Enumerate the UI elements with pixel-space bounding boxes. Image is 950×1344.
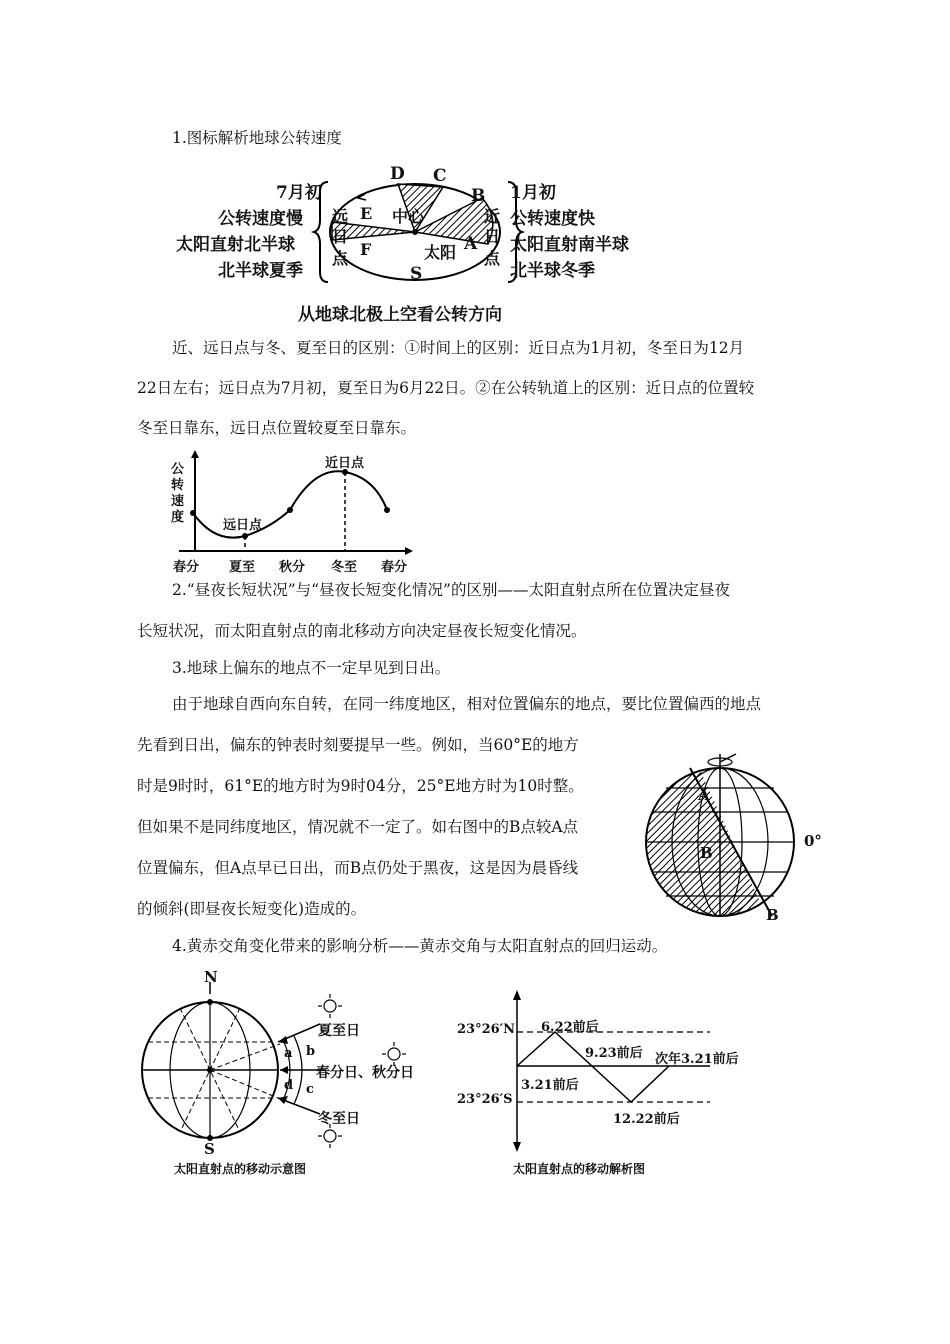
label-923: 9.23前后 [585, 1046, 643, 1061]
high-point-label: 近日点 [325, 456, 365, 471]
letter-s: S [410, 264, 423, 284]
ylabel-4: 度 [171, 510, 185, 525]
x-tick-2: 夏至 [229, 560, 256, 575]
speed-chart [165, 448, 425, 576]
x-tick-5: 春分 [381, 560, 408, 575]
low-point-label: 远日点 [223, 518, 263, 533]
left-brace [314, 182, 328, 282]
orbit-right-line-3: 太阳直射南半球 [510, 235, 629, 255]
label-n-lat: 23°26′N [457, 1022, 515, 1037]
orbit-diagram [170, 160, 660, 325]
p3-line-2: 时是9时时，61°E的地方时为9时04分，25°E地方时为10时整。 [137, 777, 584, 795]
p3-heading: 3.地球上偏东的地点不一定早见到日出。 [172, 659, 451, 677]
far-label-3: 点 [332, 249, 349, 268]
p3-line-1: 先看到日出，偏东的钟表时刻要提早一些。例如，当60°E的地方 [137, 736, 579, 754]
far-label-2: 日 [332, 227, 349, 246]
letter-e: E [360, 204, 373, 223]
far-label-1: 远 [332, 207, 349, 226]
near-label-1: 近 [484, 207, 501, 226]
p4-heading: 4.黄赤交角变化带来的影响分析——黄赤交角与太阳直射点的回归运动。 [172, 937, 668, 955]
letter-d: D [390, 164, 405, 184]
migration-chart [455, 990, 755, 1180]
ylabel-2: 转 [171, 478, 185, 493]
globe-label-b: B [700, 844, 713, 862]
sun-globe-diagram [130, 964, 430, 1179]
sun-icon-1 [318, 994, 342, 1018]
orbit-left-line-2: 公转速度慢 [218, 209, 303, 229]
p1-line-1: 近、远日点与冬、夏至日的区别：①时间上的区别：近日点为1月初，冬至日为12月 [172, 339, 745, 357]
center-label: 中心 [392, 207, 425, 226]
p2-line-1: 2.“昼夜长短状况”与“昼夜长短变化情况”的区别——太阳直射点所在位置决定昼夜 [172, 581, 730, 599]
terminator-globe [640, 748, 840, 928]
near-label-3: 点 [484, 249, 501, 268]
p1-line-2: 22日左右；远日点为7月初，夏至日为6月22日。②在公转轨道上的区别：近日点的位置较 [137, 379, 755, 397]
ylabel-3: 速 [171, 494, 185, 509]
label-321: 3.21前后 [521, 1078, 579, 1093]
label-s-lat: 23°26′S [457, 1092, 513, 1107]
globe-label-b-outer: B [766, 906, 779, 924]
sun-globe-caption: 太阳直射点的移动示意图 [174, 1162, 307, 1176]
p3-line-4: 位置偏东，但A点早已日出，而B点仍处于黑夜，这是因为晨昏线 [137, 859, 579, 877]
p3-line-0: 由于地球自西向东自转，在同一纬度地区，相对位置偏东的地点，要比位置偏西的地点 [172, 695, 762, 713]
label-1222: 12.22前后 [613, 1112, 680, 1127]
letter-f: F [360, 240, 372, 259]
x-tick-3: 秋分 [279, 560, 306, 575]
label-622: 6.22前后 [541, 1020, 599, 1035]
orbit-caption: 从地球北极上空看公转方向 [298, 305, 502, 325]
section1-heading: 1.图标解析地球公转速度 [172, 129, 342, 147]
label-a: a [284, 1046, 293, 1061]
migration-caption: 太阳直射点的移动解析图 [513, 1162, 646, 1176]
label-s: S [204, 1140, 215, 1158]
letter-a: A [464, 234, 478, 254]
globe-label-a: A [698, 786, 710, 804]
label-summer-solstice: 夏至日 [318, 1023, 360, 1039]
orbit-right-line-1: 1月初 [510, 183, 556, 203]
orbit-left-line-4: 北半球夏季 [218, 261, 303, 281]
x-tick-1: 春分 [173, 560, 200, 575]
p3-line-5: 的倾斜(即昼夜长短变化)造成的。 [137, 900, 367, 918]
label-winter-solstice: 冬至日 [318, 1111, 360, 1127]
label-equinox: 春分日、秋分日 [316, 1065, 414, 1081]
near-label-2: 日 [484, 227, 501, 246]
label-next-321: 次年3.21前后 [655, 1052, 739, 1067]
label-c: c [306, 1082, 314, 1097]
p3-line-3: 但如果不是同纬度地区，情况就不一定了。如右图中的B点较A点 [137, 818, 579, 836]
p2-line-2: 长短状况，而太阳直射点的南北移动方向决定昼夜长短变化情况。 [137, 622, 587, 640]
label-b: b [306, 1044, 316, 1059]
orbit-right-line-4: 北半球冬季 [510, 261, 595, 281]
orbit-left-line-1: 7月初 [276, 183, 322, 203]
label-d: d [284, 1078, 294, 1093]
letter-c: C [433, 166, 447, 186]
orbit-right-line-2: 公转速度快 [510, 209, 595, 229]
letter-b: B [471, 186, 486, 206]
label-n: N [204, 968, 218, 986]
x-tick-4: 冬至 [331, 560, 358, 575]
sun-label: 太阳 [424, 243, 457, 262]
ylabel-1: 公 [171, 462, 185, 477]
p1-line-3: 冬至日靠东，远日点位置较夏至日靠东。 [137, 419, 417, 437]
orbit-left-line-3: 太阳直射北半球 [176, 235, 295, 255]
globe-label-0deg: 0° [804, 832, 822, 850]
